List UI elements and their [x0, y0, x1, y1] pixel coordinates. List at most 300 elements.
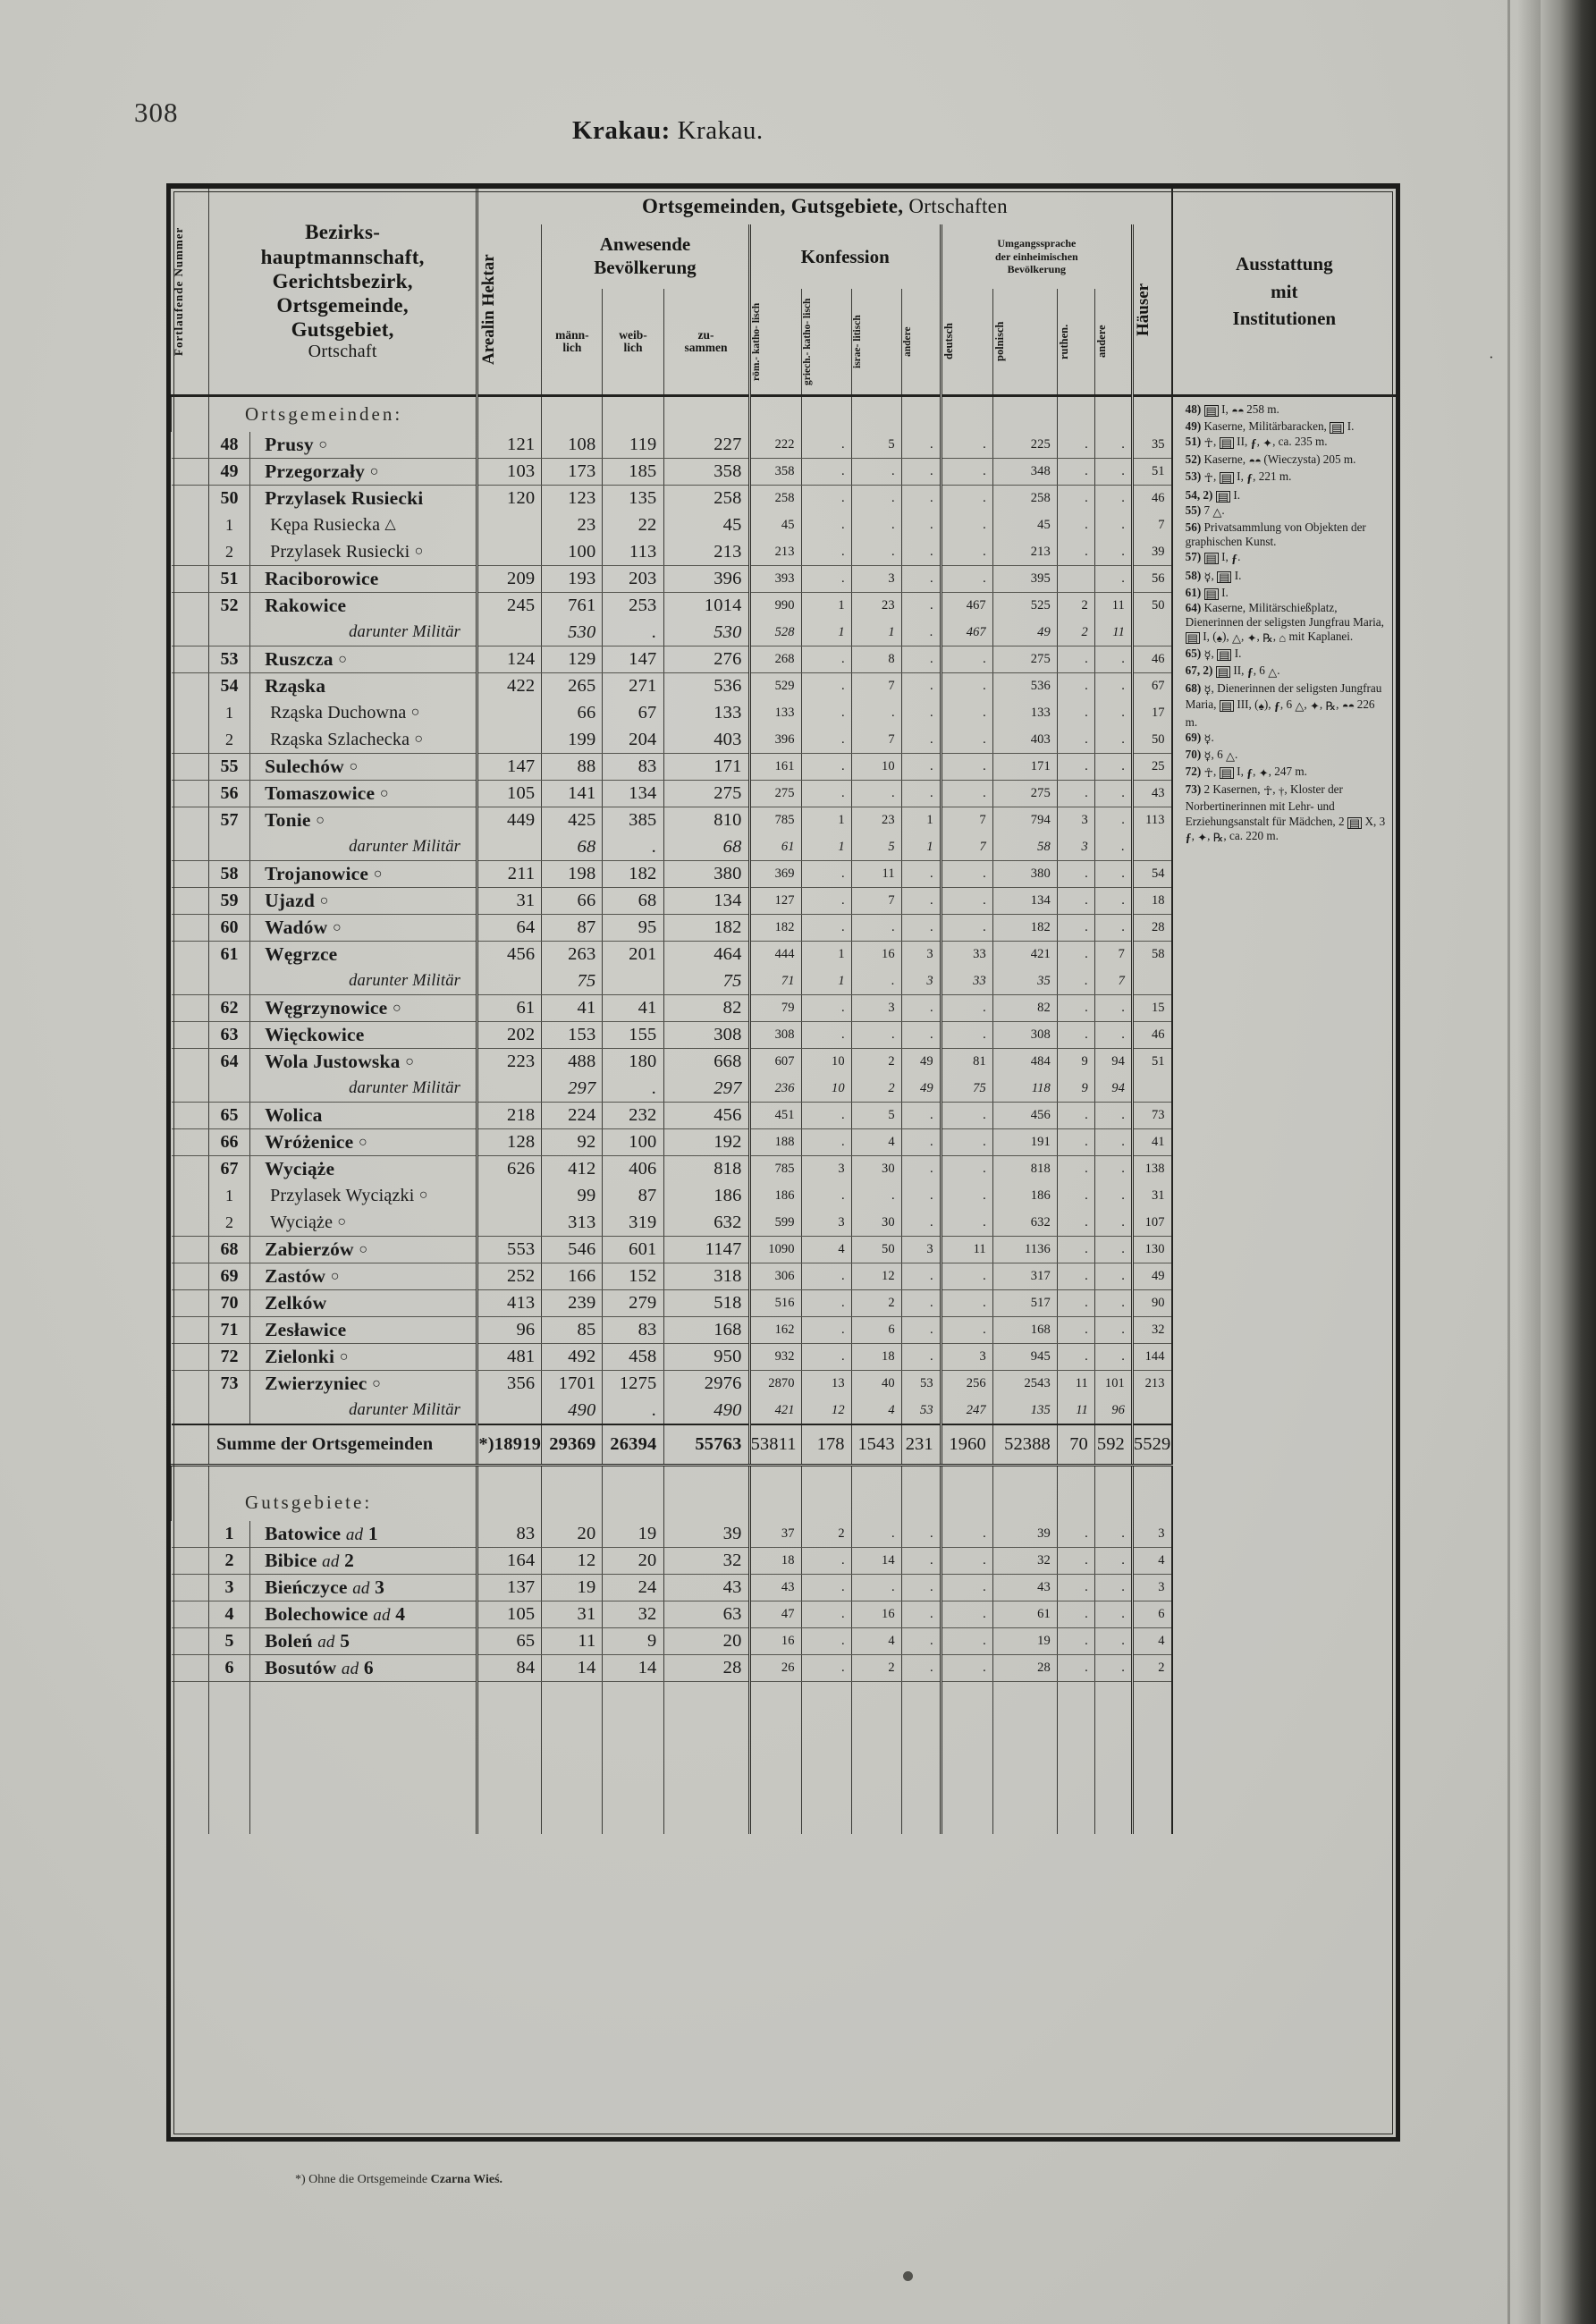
cell-value: . — [851, 700, 901, 727]
cell-value: 58 — [1132, 942, 1171, 968]
cell-maennlich: 14 — [542, 1655, 603, 1682]
cell-value: 182 — [992, 915, 1057, 942]
ad-label: ad — [317, 1633, 335, 1652]
book-icon: ▤ — [1205, 587, 1217, 601]
post-office-icon: ƒ — [1246, 472, 1254, 486]
cell-value — [477, 539, 542, 566]
institution-entry — [1186, 731, 1387, 747]
row-name: Węgrzynowice ○ — [250, 995, 477, 1022]
cell-value: 258 — [663, 486, 749, 512]
row-number — [172, 1103, 209, 1129]
cell-value: 785 — [749, 1156, 801, 1183]
cell-value: 67 — [603, 700, 663, 727]
book-icon: ▤ — [1217, 665, 1229, 680]
row-number — [172, 593, 209, 620]
cell-value: . — [941, 646, 992, 673]
book-icon: ▤ — [1205, 404, 1217, 418]
row-number — [172, 512, 209, 539]
telegraph-icon: ✦ — [1197, 830, 1208, 844]
row-index: 71 — [209, 1317, 250, 1344]
cell-value: 464 — [663, 942, 749, 968]
cell-value: 28 — [1132, 915, 1171, 942]
cell-polnisch: 39 — [992, 1521, 1057, 1548]
row-name: Wyciąże ○ — [250, 1210, 477, 1237]
cell-value: . — [851, 781, 901, 807]
cell-value: 218 — [477, 1103, 542, 1129]
cell-value: 186 — [663, 1183, 749, 1210]
ortsgemeinde-ring-icon: ○ — [414, 543, 424, 559]
cell-value: . — [801, 781, 851, 807]
cell-value: . — [801, 486, 851, 512]
cell-value: 810 — [663, 807, 749, 834]
cell-value: 425 — [542, 807, 603, 834]
cell-value: . — [941, 888, 992, 915]
cell-value: . — [1094, 1103, 1132, 1129]
cell-zusammen: 32 — [663, 1548, 749, 1575]
cell-value: 61 — [477, 995, 542, 1022]
cell-value: 75 — [663, 968, 749, 995]
ortsgemeinde-ring-icon: ○ — [358, 1135, 367, 1150]
cell-value: 348 — [992, 459, 1057, 486]
cell-value: 128 — [477, 1129, 542, 1156]
row-number — [172, 1210, 209, 1237]
cell-value: 120 — [477, 486, 542, 512]
row-index: 65 — [209, 1103, 250, 1129]
cell-value: . — [801, 1263, 851, 1290]
cell-value: . — [1057, 512, 1094, 539]
institution-ref: 72) — [1185, 764, 1202, 778]
footnote-text: Ohne die Ortsgemeinde — [308, 2173, 431, 2186]
cell-weiblich: 24 — [603, 1575, 663, 1601]
footnote-bold: Czarna Wieś. — [430, 2173, 503, 2186]
cell-ruthen: . — [1057, 1575, 1094, 1601]
row-index: 48 — [209, 432, 250, 459]
cell-value: 276 — [663, 646, 749, 673]
telegraph-icon: ✦ — [1262, 436, 1273, 451]
row-name: Wyciąże — [250, 1156, 477, 1183]
cell-value: . — [941, 781, 992, 807]
cell-value: 5 — [851, 834, 901, 861]
parish-church-icon: ☿ — [1203, 683, 1212, 697]
cell-andere: . — [901, 1548, 941, 1575]
church-cross-icon: ☥ — [1203, 437, 1213, 452]
cell-value: 536 — [663, 673, 749, 700]
mill-icon: △ — [1232, 631, 1241, 646]
running-head-district: Krakau: — [572, 116, 671, 145]
cell-value: . — [1094, 566, 1132, 593]
cell-value: 236 — [749, 1076, 801, 1103]
cell-andere: . — [901, 1575, 941, 1601]
cell-value: 297 — [663, 1076, 749, 1103]
cell-value: 50 — [851, 1237, 901, 1263]
cell-value: 133 — [749, 700, 801, 727]
cell-value: 530 — [542, 620, 603, 646]
cell-value: 279 — [603, 1290, 663, 1317]
cell-haeuser: 4 — [1132, 1628, 1171, 1655]
cell-value: 275 — [992, 781, 1057, 807]
cell-value: 30 — [851, 1210, 901, 1237]
row-name: Więckowice — [250, 1022, 477, 1049]
cell-value: . — [1094, 432, 1132, 459]
cell-haeuser: 4 — [1132, 1548, 1171, 1575]
mill-icon: △ — [1226, 748, 1235, 763]
cell-value: . — [1057, 486, 1094, 512]
cell-value: . — [801, 1344, 851, 1371]
cell-value: 201 — [603, 942, 663, 968]
cell-value: . — [901, 1129, 941, 1156]
cell-value: 4 — [851, 1398, 901, 1424]
institution-ref: 61) — [1185, 585, 1202, 599]
cell-value: 253 — [603, 593, 663, 620]
cell-value: 490 — [542, 1398, 603, 1424]
row-number — [172, 1371, 209, 1398]
cell-value: 45 — [663, 512, 749, 539]
row-index: 52 — [209, 593, 250, 620]
row-name: Bolechowice ad 4 — [250, 1601, 477, 1628]
cell-ruthen: . — [1057, 1655, 1094, 1682]
header-umgangssprache-l2: der einheimischen — [994, 249, 1078, 263]
cell-value: 73 — [1132, 1103, 1171, 1129]
cell-value: . — [1094, 861, 1132, 888]
row-number — [172, 700, 209, 727]
cell-value: 17 — [1132, 700, 1171, 727]
cell-value: 252 — [477, 1263, 542, 1290]
row-index: 2 — [209, 539, 250, 566]
cell-value: . — [801, 1183, 851, 1210]
cell-haeuser: 3 — [1132, 1521, 1171, 1548]
cell-value: . — [801, 646, 851, 673]
cell-deutsch: . — [941, 1521, 992, 1548]
cell-andere2: . — [1094, 1655, 1132, 1682]
cell-value: . — [941, 700, 992, 727]
cell-israelitisch: 4 — [851, 1628, 901, 1655]
row-index: 51 — [209, 566, 250, 593]
cell-value: . — [851, 915, 901, 942]
cell-value: 96 — [1094, 1398, 1132, 1424]
cell-value: . — [801, 1129, 851, 1156]
row-index: 2 — [209, 727, 250, 754]
cell-value: . — [901, 1022, 941, 1049]
cell-value: 668 — [663, 1049, 749, 1076]
cell-value: . — [801, 459, 851, 486]
cell-value: 546 — [542, 1237, 603, 1263]
row-number — [172, 1129, 209, 1156]
cell-value: 95 — [603, 915, 663, 942]
ad-number: 5 — [340, 1630, 350, 1652]
cell-value: . — [941, 1022, 992, 1049]
cell-value: 31 — [1132, 1183, 1171, 1210]
header-bezirk-l5: Gutsgebiet, — [291, 317, 394, 341]
institution-text: ▤ I. — [1205, 585, 1229, 601]
row-number — [172, 888, 209, 915]
summary-polnisch: 52388 — [992, 1424, 1057, 1466]
cell-value: . — [1094, 1344, 1132, 1371]
cell-value: 5 — [851, 1103, 901, 1129]
cell-value: 33 — [941, 942, 992, 968]
row-name-military: darunter Militär — [250, 834, 477, 861]
cell-weiblich: 32 — [603, 1601, 663, 1628]
cell-value: . — [941, 1129, 992, 1156]
row-name: Wolica — [250, 1103, 477, 1129]
header-haeuser-label: Häuser — [1133, 283, 1153, 336]
cell-value: . — [941, 432, 992, 459]
ortsgemeinde-ring-icon: ○ — [319, 893, 329, 908]
cell-value: 412 — [542, 1156, 603, 1183]
cell-value — [1132, 1076, 1171, 1103]
cell-value: . — [1057, 888, 1094, 915]
institution-text: ▤ II, ƒ, 6 △. — [1217, 663, 1280, 680]
cell-value: 182 — [749, 915, 801, 942]
cell-value: 222 — [749, 432, 801, 459]
header-sub-zusammen-l2: sammen — [684, 341, 728, 354]
institution-text: Kaserne, Militärschießplatz, Dienerinnen der seligsten Jungfrau Maria, ▤ I, (♠), △, ✦, ℞, ⌂ mit Kaplanei. — [1185, 600, 1384, 646]
row-index: 1 — [209, 1183, 250, 1210]
cell-value: 3 — [851, 566, 901, 593]
book-icon: ▤ — [1348, 816, 1361, 830]
cell-value: . — [901, 539, 941, 566]
row-name: Ruszcza ○ — [250, 646, 477, 673]
header-sub-andere-sprache-label: andere — [1094, 325, 1108, 359]
cell-value: 626 — [477, 1156, 542, 1183]
cell-value: . — [801, 1103, 851, 1129]
pharmacy-icon: ℞ — [1325, 699, 1337, 714]
row-name: Boleń ad 5 — [250, 1628, 477, 1655]
cell-value: 13 — [801, 1371, 851, 1398]
cell-value: 451 — [749, 1103, 801, 1129]
cell-value: 1701 — [542, 1371, 603, 1398]
cell-value: . — [1094, 1290, 1132, 1317]
section-label: Ortsgemeinden: — [209, 396, 477, 432]
cell-value: 135 — [603, 486, 663, 512]
row-name: Węgrzce — [250, 942, 477, 968]
ortsgemeinde-ring-icon: ○ — [316, 813, 325, 829]
railway-station-icon: ◓◓ — [1231, 404, 1244, 418]
cell-value: 129 — [542, 646, 603, 673]
cemetery-icon: † — [1278, 784, 1285, 799]
cell-value: . — [901, 781, 941, 807]
institution-entry — [1186, 402, 1387, 418]
cell-roemkath: 16 — [749, 1628, 801, 1655]
cell-value: 71 — [749, 968, 801, 995]
cell-value: . — [1094, 1156, 1132, 1183]
mill-icon: △ — [1268, 665, 1278, 680]
cell-andere2: . — [1094, 1628, 1132, 1655]
ortsgemeinde-ring-icon: ○ — [338, 652, 348, 667]
header-anwesende-l2: Bevölkerung — [594, 257, 697, 278]
cell-value: 413 — [477, 1290, 542, 1317]
cell-value: 444 — [749, 942, 801, 968]
cell-value: . — [901, 995, 941, 1022]
institution-text: ☿, ▤ I. — [1203, 568, 1242, 584]
cell-value: 317 — [992, 1263, 1057, 1290]
header-bezirk-l3: Gerichtsbezirk, — [272, 269, 413, 292]
cell-value: 166 — [542, 1263, 603, 1290]
cell-value: . — [1094, 727, 1132, 754]
cell-value: . — [1094, 1210, 1132, 1237]
row-number — [172, 995, 209, 1022]
cell-value: . — [1057, 968, 1094, 995]
row-number — [172, 486, 209, 512]
cell-value: . — [1094, 1129, 1132, 1156]
cell-value: 601 — [603, 1237, 663, 1263]
book-icon: ▤ — [1220, 765, 1232, 780]
row-index: 54 — [209, 673, 250, 700]
cell-value: 4 — [801, 1237, 851, 1263]
institution-entry — [1186, 601, 1387, 646]
cell-value: . — [801, 861, 851, 888]
cell-value: 3 — [801, 1210, 851, 1237]
row-index: 64 — [209, 1049, 250, 1076]
summary-roemkath: 53811 — [749, 1424, 801, 1466]
cell-value: 79 — [749, 995, 801, 1022]
cell-value: 22 — [603, 512, 663, 539]
cell-value: 66 — [542, 888, 603, 915]
ortsgemeinde-ring-icon: ○ — [405, 1054, 415, 1070]
cell-zusammen: 43 — [663, 1575, 749, 1601]
telegraph-icon: ✦ — [1258, 765, 1269, 780]
cell-value: 263 — [542, 942, 603, 968]
cell-value: 308 — [749, 1022, 801, 1049]
cell-value: 75 — [542, 968, 603, 995]
cell-value: 319 — [603, 1210, 663, 1237]
cell-value — [477, 620, 542, 646]
row-index: 72 — [209, 1344, 250, 1371]
row-name: Rząska Duchowna ○ — [250, 700, 477, 727]
cell-value: . — [901, 432, 941, 459]
summary-deutsch: 1960 — [941, 1424, 992, 1466]
parish-church-icon: ☿ — [1203, 648, 1212, 663]
row-number — [172, 432, 209, 459]
cell-value: 50 — [1132, 593, 1171, 620]
row-number — [172, 781, 209, 807]
header-sub-weiblich-l1: weib- — [619, 327, 647, 342]
header-sub-griechkath-label: griech.- katho- lisch — [801, 298, 813, 385]
cell-value: . — [603, 834, 663, 861]
cell-value: 449 — [477, 807, 542, 834]
cell-value: 49 — [992, 620, 1057, 646]
cell-value: 43 — [1132, 781, 1171, 807]
cell-value: 422 — [477, 673, 542, 700]
cell-value: . — [1094, 995, 1132, 1022]
cell-value: . — [603, 620, 663, 646]
row-name-military: darunter Militär — [250, 1076, 477, 1103]
cell-value: 134 — [663, 888, 749, 915]
cell-deutsch: . — [941, 1628, 992, 1655]
cell-value: . — [1057, 1129, 1094, 1156]
header-ausstattung-l2: mit — [1271, 280, 1298, 302]
cell-andere: . — [901, 1655, 941, 1682]
ad-number: 1 — [367, 1522, 378, 1544]
header-bezirk-l4: Ortsgemeinde, — [276, 293, 409, 317]
cell-value: 528 — [749, 620, 801, 646]
cell-value: 23 — [851, 807, 901, 834]
cell-value: 313 — [542, 1210, 603, 1237]
cell-value: 46 — [1132, 1022, 1171, 1049]
ad-label: ad — [322, 1552, 340, 1571]
header-sub-zusammen-l1: zu- — [697, 327, 714, 342]
header-sub-weiblich-l2: lich — [623, 341, 643, 354]
cell-value: 87 — [542, 915, 603, 942]
ortsgemeinde-ring-icon: ○ — [332, 920, 342, 935]
institution-entry — [1186, 663, 1387, 680]
cell-zusammen: 20 — [663, 1628, 749, 1655]
row-number — [172, 1398, 209, 1424]
cell-value: . — [941, 1103, 992, 1129]
cell-value: . — [941, 1210, 992, 1237]
cell-value: 87 — [603, 1183, 663, 1210]
row-index: 53 — [209, 646, 250, 673]
header-sub-deutsch — [941, 289, 992, 394]
row-name: Zastów ○ — [250, 1263, 477, 1290]
cell-value: 10 — [851, 754, 901, 781]
cell-value — [477, 1183, 542, 1210]
cell-value: . — [901, 915, 941, 942]
post-office-icon: ƒ — [1185, 831, 1192, 845]
cell-value: 100 — [603, 1129, 663, 1156]
cell-value: 2870 — [749, 1371, 801, 1398]
cell-value: . — [941, 1183, 992, 1210]
section-header-row — [172, 396, 1397, 432]
header-sub-maennlich-l1: männ- — [555, 327, 589, 342]
cell-value: . — [801, 727, 851, 754]
cell-value: 193 — [542, 566, 603, 593]
cell-value: 211 — [477, 861, 542, 888]
institution-ref: 56) — [1185, 520, 1202, 534]
cell-value: 41 — [603, 995, 663, 1022]
cell-value: . — [901, 593, 941, 620]
row-index — [209, 1398, 250, 1424]
book-icon: ▤ — [1219, 570, 1230, 584]
cell-value: 11 — [941, 1237, 992, 1263]
cell-value: 2543 — [992, 1371, 1057, 1398]
cell-value: 517 — [992, 1290, 1057, 1317]
cell-value: 2 — [1057, 620, 1094, 646]
ad-number: 2 — [344, 1550, 355, 1571]
book-icon: ▤ — [1220, 436, 1232, 451]
statistics-table — [166, 183, 1400, 2142]
header-sub-ruthen-label: ruthen. — [1057, 324, 1070, 359]
cell-value: 213 — [1132, 1371, 1171, 1398]
cell-value: 1 — [801, 620, 851, 646]
cell-value: 529 — [749, 673, 801, 700]
cell-value: 11 — [1094, 593, 1132, 620]
cell-maennlich: 31 — [542, 1601, 603, 1628]
section-label-gutsgebiete: Gutsgebiete: — [209, 1466, 477, 1521]
cell-value: 258 — [749, 486, 801, 512]
cell-polnisch: 19 — [992, 1628, 1057, 1655]
book-icon: ▤ — [1220, 471, 1232, 486]
cell-polnisch: 32 — [992, 1548, 1057, 1575]
row-name: Wróżenice ○ — [250, 1129, 477, 1156]
cell-value: 525 — [992, 593, 1057, 620]
cell-value: 168 — [992, 1317, 1057, 1344]
cell-value: . — [901, 512, 941, 539]
header-bezirk-l2: hauptmannschaft, — [260, 245, 425, 268]
cell-value: 49 — [1132, 1263, 1171, 1290]
cell-value: 32 — [1132, 1317, 1171, 1344]
cell-value: . — [1094, 646, 1132, 673]
cell-value: . — [801, 888, 851, 915]
cell-value: . — [1094, 673, 1132, 700]
cell-value: . — [801, 539, 851, 566]
cell-value: 536 — [992, 673, 1057, 700]
cell-value: 113 — [1132, 807, 1171, 834]
header-group-ortsgemeinden — [477, 189, 1172, 224]
cell-value: . — [1094, 781, 1132, 807]
institution-ref: 52) — [1185, 452, 1202, 467]
cell-value: 182 — [663, 915, 749, 942]
cell-value: . — [1057, 1210, 1094, 1237]
